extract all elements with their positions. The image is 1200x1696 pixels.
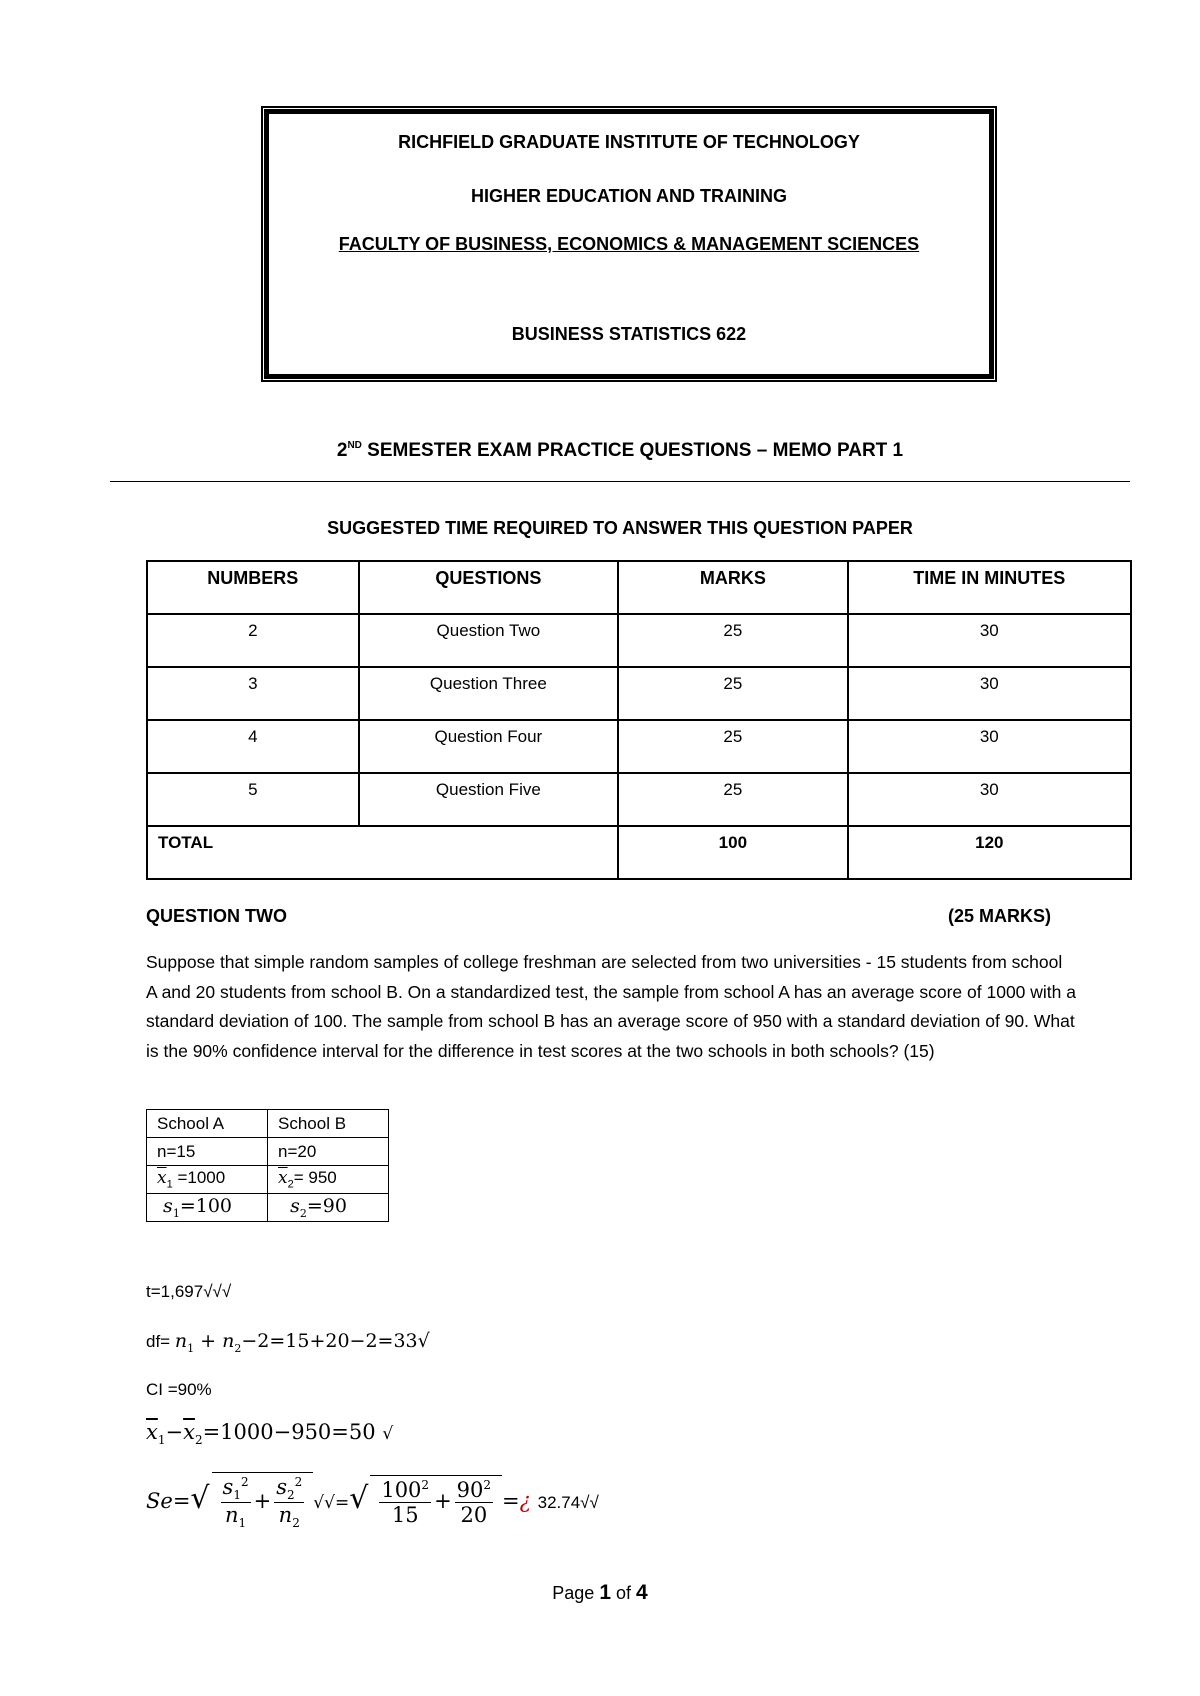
page-footer: Page 1 of 4 [552,1581,648,1604]
memo-mean-diff: $\overline{x}_1-\overline{x}_2=1000-950=50$ √ [146,1420,394,1448]
memo-standard-error: Se=√ $\frac{s_1^2}{n_1}$ + $\frac{s_2^2}{n_2}$ √√=√ $\frac{100^2}{15}$ + $\frac{90^2}{20}$ =¿ 32.74√√ [146,1472,599,1530]
table-row: n=15 n=20 [147,1138,389,1166]
school-table [146,1109,389,1222]
table-row: $s_1=100$ $s_2=90$ [147,1194,389,1222]
time-table [146,560,1132,880]
question-text: Suppose that simple random samples of college freshman are selected from two universities - 15 students from school A and 20 students from school B. On a standardized test, the sample from school A has an average score of 1000 with a standard deviation of 100. The sample from school B has an average score of 950 with a standard deviation of 90. What is the 90% confidence interval for the difference in test scores at the two schools in both schools? (15) [146,952,1076,1061]
memo-ci: CI =90% [146,1380,212,1399]
institute-name: RICHFIELD GRADUATE INSTITUTE OF TECHNOLOGY [398,132,860,152]
department-name: HIGHER EDUCATION AND TRAINING [471,186,787,206]
faculty-name: FACULTY OF BUSINESS, ECONOMICS & MANAGEMENT SCIENCES [338,234,920,254]
question-marks: (25 MARKS) [948,906,1052,926]
subject-name: BUSINESS STATISTICS 622 [511,324,747,344]
column-header: QUESTIONS [359,561,619,614]
total-row: TOTAL 100 120 [147,826,1131,879]
table-row: 4 Question Four 25 30 [147,720,1131,773]
column-header: NUMBERS [147,561,359,614]
question-heading: QUESTION TWO [146,906,287,926]
header-box [264,109,994,379]
table-row: $\overline{x}_1 =1000$ $\overline{x}_2= 950$ [147,1166,389,1194]
page-title: 2ND SEMESTER EXAM PRACTICE QUESTIONS – MEMO PART 1 [336,440,904,461]
page-total: 4 [636,1581,648,1604]
table-row: School A School B [147,1110,389,1138]
column-header: TIME IN MINUTES [848,561,1131,614]
column-header: MARKS [618,561,847,614]
table-row: 5 Question Five 25 30 [147,773,1131,826]
table-header-row [147,561,1131,614]
subtitle: SUGGESTED TIME REQUIRED TO ANSWER THIS QUESTION PAPER [327,518,913,538]
page-number: 1 [599,1581,611,1604]
memo-df: $df= n_1 + n_2-2=15+20-2=33√$ [146,1330,430,1355]
memo-t-value: t=1,697√√√ [146,1282,232,1301]
table-row: 3 Question Three 25 30 [147,667,1131,720]
divider [110,481,1130,482]
table-row: 2 Question Two 25 30 [147,614,1131,667]
